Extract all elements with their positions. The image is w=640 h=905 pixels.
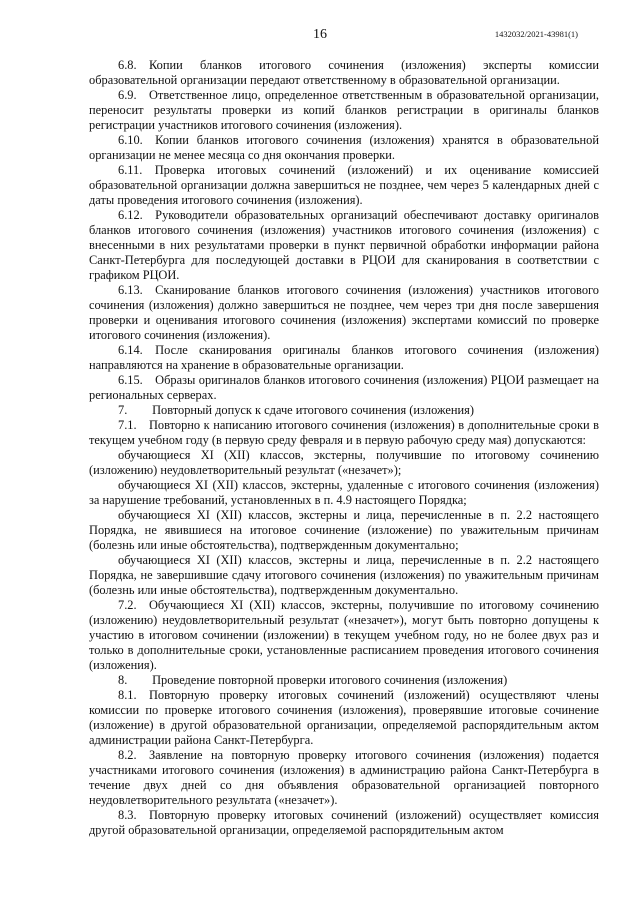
paragraph-8-3: 8.3. Повторную проверку итоговых сочинений (изложений) осуществляет комиссия другой образовательной организации, определяемой распорядительным актом	[89, 808, 599, 837]
paragraph-6-9: 6.9. Ответственное лицо, определенное ответственным в образовательной организации, переносит результаты проверки из копий бланков регистрации в оригиналы бланков регистрации участников итогового сочинения (изложения).	[89, 88, 599, 132]
paragraph-6-11: 6.11. Проверка итоговых сочинений (изложений) и их оценивание комиссией образовательной организации должна завершиться не позднее, чем через 5 календарных дней с даты проведения итогового сочинения (изложения).	[89, 163, 599, 207]
paragraph-6-15: 6.15. Образы оригиналов бланков итогового сочинения (изложения) РЦОИ размещает на региональных серверах.	[89, 373, 599, 402]
document-body	[89, 58, 599, 838]
list-item: обучающиеся XI (XII) классов, экстерны, удаленные с итогового сочинения (изложения) за нарушение требований, установленных в п. 4.9 настоящего Порядка;	[89, 478, 599, 507]
paragraph-6-14: 6.14. После сканирования оригиналы бланков итогового сочинения (изложения) направляются на хранение в образовательные организации.	[89, 343, 599, 372]
page-number: 16	[313, 27, 327, 42]
paragraph-8-2: 8.2. Заявление на повторную проверку итогового сочинения (изложения) подается участниками итогового сочинения (изложения) в администрацию района Санкт-Петербурга в течение двух дней со дня объявления образовательной организацией повторного неудовлетворительного результата («незачет»).	[89, 748, 599, 807]
document-id: 1432032/2021-43981(1)	[494, 29, 578, 39]
section-heading-7: 7. Повторный допуск к сдаче итогового сочинения (изложения)	[118, 403, 474, 417]
paragraph-6-10: 6.10. Копии бланков итогового сочинения (изложения) хранятся в образовательной организации не менее месяца со дня окончания проверки.	[89, 133, 599, 162]
list-item: обучающиеся XI (XII) классов, экстерны и лица, перечисленные в п. 2.2 настоящего Порядка, не явившиеся на итоговое сочинение (изложение) по уважительным причинам (болезнь или иные обстоятельства), подтвержденным документально;	[89, 508, 599, 552]
list-item: обучающиеся XI (XII) классов, экстерны и лица, перечисленные в п. 2.2 настоящего Порядка, не завершившие сдачу итогового сочинения (изложения) по уважительным причинам (болезнь или иные обстоятельства), подтвержденным документально.	[89, 553, 599, 597]
paragraph-8-1: 8.1. Повторную проверку итоговых сочинений (изложений) осуществляют члены комиссии по проверке итогового сочинения (изложения), проверявшие итоговые сочинение (изложение) в другой образовательной организации, определяемой распорядительным актом администрации района Санкт-Петербурга.	[89, 688, 599, 747]
list-item: обучающиеся XI (XII) классов, экстерны, получившие по итоговому сочинению (изложению) неудовлетворительный результат («незачет»);	[89, 448, 599, 477]
paragraph-7-1: 7.1. Повторно к написанию итогового сочинения (изложения) в дополнительные сроки в текущем учебном году (в первую среду февраля и в первую рабочую среду мая) допускаются:	[89, 418, 599, 447]
section-heading-8: 8. Проведение повторной проверки итогового сочинения (изложения)	[118, 673, 508, 687]
paragraph-6-13: 6.13. Сканирование бланков итогового сочинения (изложения) участников итогового сочинения (изложения) должно завершиться не позднее, чем через три дня после завершения проверки и оценивания итогового сочинения (изложения) экспертами комиссий по проверке итогового сочинения (изложения).	[89, 283, 599, 342]
paragraph-7-2: 7.2. Обучающиеся XI (XII) классов, экстерны, получившие по итоговому сочинению (изложению) неудовлетворительный результат («незачет»), могут быть повторно допущены к участию в итоговом сочинении (изложении) в текущем учебном году, но не более двух раз и только в дополнительные сроки, установленные расписанием проведения итогового сочинения (изложения).	[89, 598, 599, 672]
paragraph-6-12: 6.12. Руководители образовательных организаций обеспечивают доставку оригиналов бланков итогового сочинения (изложения) участников итогового сочинения (изложения) с внесенными в них результатами проверки в пункт первичной обработки информации района Санкт-Петербурга для последующей доставки в РЦОИ для сканирования в соответствии с графиком РЦОИ.	[89, 208, 599, 282]
paragraph-6-8: 6.8. Копии бланков итогового сочинения (изложения) эксперты комиссии образовательной организации передают ответственному в образовательной организации.	[89, 58, 599, 87]
